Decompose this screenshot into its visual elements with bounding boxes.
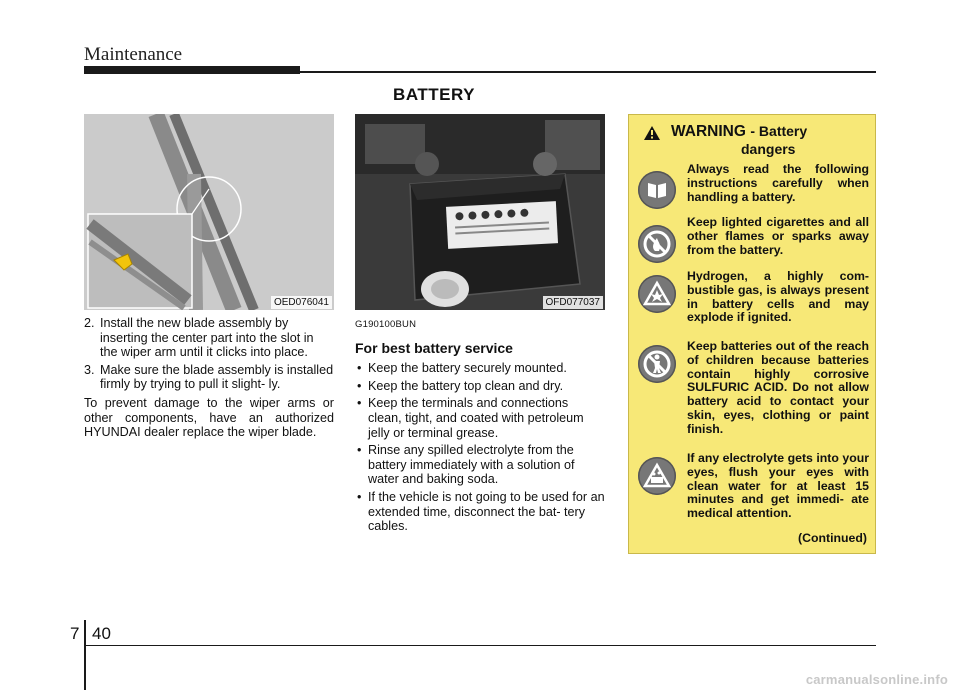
step-text: Install the new blade assembly by inserting the center part into the slot in the wiper arm until it clicks into place. bbox=[100, 316, 314, 360]
footer-rule bbox=[84, 645, 876, 646]
no-children-icon bbox=[638, 345, 676, 383]
warning-item: If any electrolyte gets into your eyes, flush your eyes with clean water for at least 15 minutes and get immedi- ate medical attention. bbox=[687, 451, 869, 521]
bullet-item: • If the vehicle is not going to be used for an extended time, disconnect the bat- tery cables. bbox=[355, 490, 605, 534]
left-column bbox=[84, 316, 334, 440]
wiper-blade-photo bbox=[84, 114, 334, 310]
battery-illustration bbox=[355, 114, 605, 310]
section-title: Maintenance bbox=[84, 44, 183, 65]
warning-item: Keep batteries out of the reach of children because batteries contain highly corrosive SULFURIC ACID. Do not allow battery acid to contact your skin, eyes, clothing or paint finish. bbox=[687, 339, 869, 436]
step-number: 2. bbox=[84, 316, 95, 330]
middle-column bbox=[355, 318, 605, 537]
header-bar bbox=[84, 66, 300, 74]
paragraph: To prevent damage to the wiper arms or other components, have an authorized HYUNDAI dealer replace the wiper blade. bbox=[84, 395, 334, 440]
step-text: Make sure the blade assembly is installed firmly by trying to pull it slight- ly. bbox=[100, 362, 334, 392]
no-flame-icon bbox=[638, 225, 676, 263]
bullet-item: • Keep the battery top clean and dry. bbox=[355, 379, 605, 394]
subsection-title: For best battery service bbox=[355, 339, 513, 356]
footer-divider bbox=[84, 620, 86, 690]
image-label: OED076041 bbox=[271, 296, 332, 309]
wiper-illustration bbox=[84, 114, 334, 310]
book-icon bbox=[638, 171, 676, 209]
bullet-item: • Keep the terminals and connections clean, tight, and coated with petroleum jelly or terminal grease. bbox=[355, 396, 605, 440]
warning-box bbox=[628, 114, 876, 554]
step-number: 3. bbox=[84, 362, 95, 377]
image-label: OFD077037 bbox=[543, 296, 603, 309]
explosion-icon bbox=[638, 275, 676, 313]
bullet-item: • Rinse any spilled electrolyte from the battery immediately with a solution of water and baking soda. bbox=[355, 443, 605, 487]
header-rule bbox=[300, 71, 876, 73]
chapter-number: 7 bbox=[70, 624, 80, 643]
continued-label: (Continued) bbox=[798, 531, 867, 545]
eye-flush-icon bbox=[638, 457, 676, 495]
warning-title-line2: dangers bbox=[741, 141, 796, 157]
page-number: 40 bbox=[92, 624, 111, 643]
warning-item: Keep lighted cigarettes and all other flames or sparks away from the battery. bbox=[687, 215, 869, 257]
bullet-item: • Keep the battery securely mounted. bbox=[355, 361, 605, 376]
warning-word: WARNING bbox=[671, 123, 746, 140]
warning-triangle-icon bbox=[643, 125, 661, 141]
battery-photo bbox=[355, 114, 605, 310]
step-item bbox=[84, 316, 334, 360]
section-code: G190100BUN bbox=[355, 319, 417, 330]
watermark: carmanualsonline.info bbox=[805, 672, 948, 687]
chapter-heading: BATTERY bbox=[393, 85, 475, 104]
warning-header bbox=[643, 123, 873, 157]
warning-item: Always read the following instructions carefully when handling a battery. bbox=[687, 162, 869, 204]
warning-item: Hydrogen, a highly com- bustible gas, is always present in battery cells and may explode if ignited. bbox=[687, 269, 869, 325]
step-item bbox=[84, 363, 334, 392]
warning-title: - Battery bbox=[750, 123, 808, 139]
